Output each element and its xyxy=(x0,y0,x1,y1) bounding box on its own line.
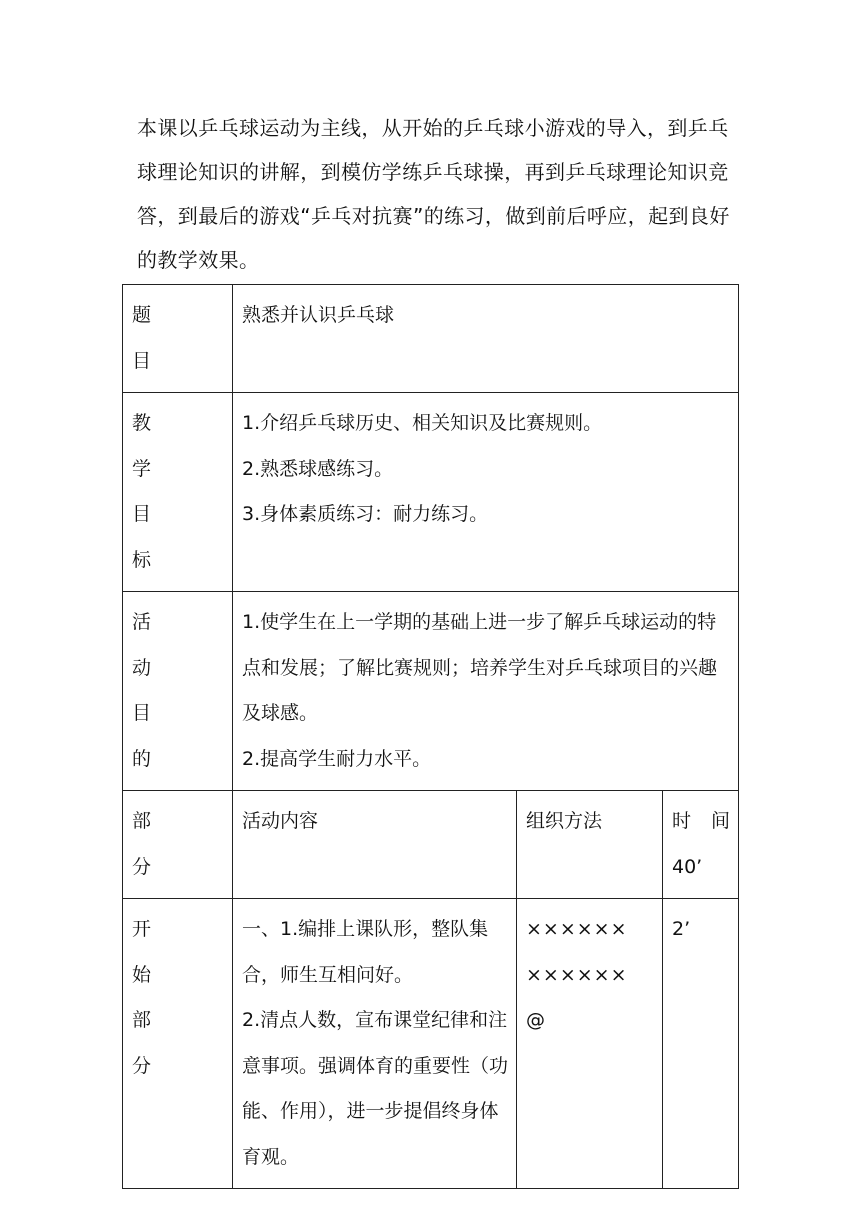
topic-row xyxy=(123,285,739,393)
start-section-content xyxy=(233,899,517,1189)
time-total: 40’ xyxy=(672,855,703,878)
activity-purpose-item: 1.使学生在上一学期的基础上进一步了解乒乓球运动的特点和发展；了解比赛规则；培养学生对乒乓球项目的兴趣及球感。 xyxy=(242,611,718,724)
formation-row: ×××××× xyxy=(526,963,628,986)
content-header: 活动内容 xyxy=(233,791,517,899)
content-item: 2.清点人数，宣布课堂纪律和注意事项。强调体育的重要性（功能、作用），进一步提倡终身体育观。 xyxy=(242,1009,509,1168)
topic-label: 题 目 xyxy=(123,285,233,393)
method-header: 组织方法 xyxy=(517,791,663,899)
topic-value: 熟悉并认识乒乓球 xyxy=(233,285,739,393)
start-section-row xyxy=(123,899,739,1189)
teaching-goals-row xyxy=(123,393,739,592)
teaching-goal-item: 1.介绍乒乓球历史、相关知识及比赛规则。 xyxy=(242,412,603,434)
activity-purpose-label: 活 动 目 的 xyxy=(123,592,233,791)
activity-purpose-item: 2.提高学生耐力水平。 xyxy=(242,747,432,770)
content-item: 一、1.编排上课队形，整队集合，师生互相问好。 xyxy=(242,918,489,986)
start-section-label: 开 始 部 分 xyxy=(123,899,233,1189)
teacher-marker: @ xyxy=(526,1009,546,1031)
part-header: 部 分 xyxy=(123,791,233,899)
lesson-plan-table xyxy=(122,284,739,1189)
teaching-goals-label: 教 学 目 标 xyxy=(123,393,233,592)
teaching-goal-item: 2.熟悉球感练习。 xyxy=(242,457,394,480)
intro-paragraph: 本课以乒乓球运动为主线，从开始的乒乓球小游戏的导入，到乒乓球理论知识的讲解，到模仿学练乒乓球操，再到乒乓球理论知识竞答，到最后的游戏“乒乓对抗赛”的练习，做到前后呼应，起到良好的教学效果。 xyxy=(137,116,730,272)
teaching-goals-content xyxy=(233,393,739,592)
activity-purpose-row xyxy=(123,592,739,791)
start-section-time: 2’ xyxy=(663,899,739,1189)
time-header: 时 间 40’ xyxy=(663,791,739,899)
table-header-row xyxy=(123,791,739,899)
start-section-method xyxy=(517,899,663,1189)
activity-purpose-content xyxy=(233,592,739,791)
formation-row: ×××××× xyxy=(526,918,628,940)
teaching-goal-item: 3.身体素质练习：耐力练习。 xyxy=(242,503,489,525)
